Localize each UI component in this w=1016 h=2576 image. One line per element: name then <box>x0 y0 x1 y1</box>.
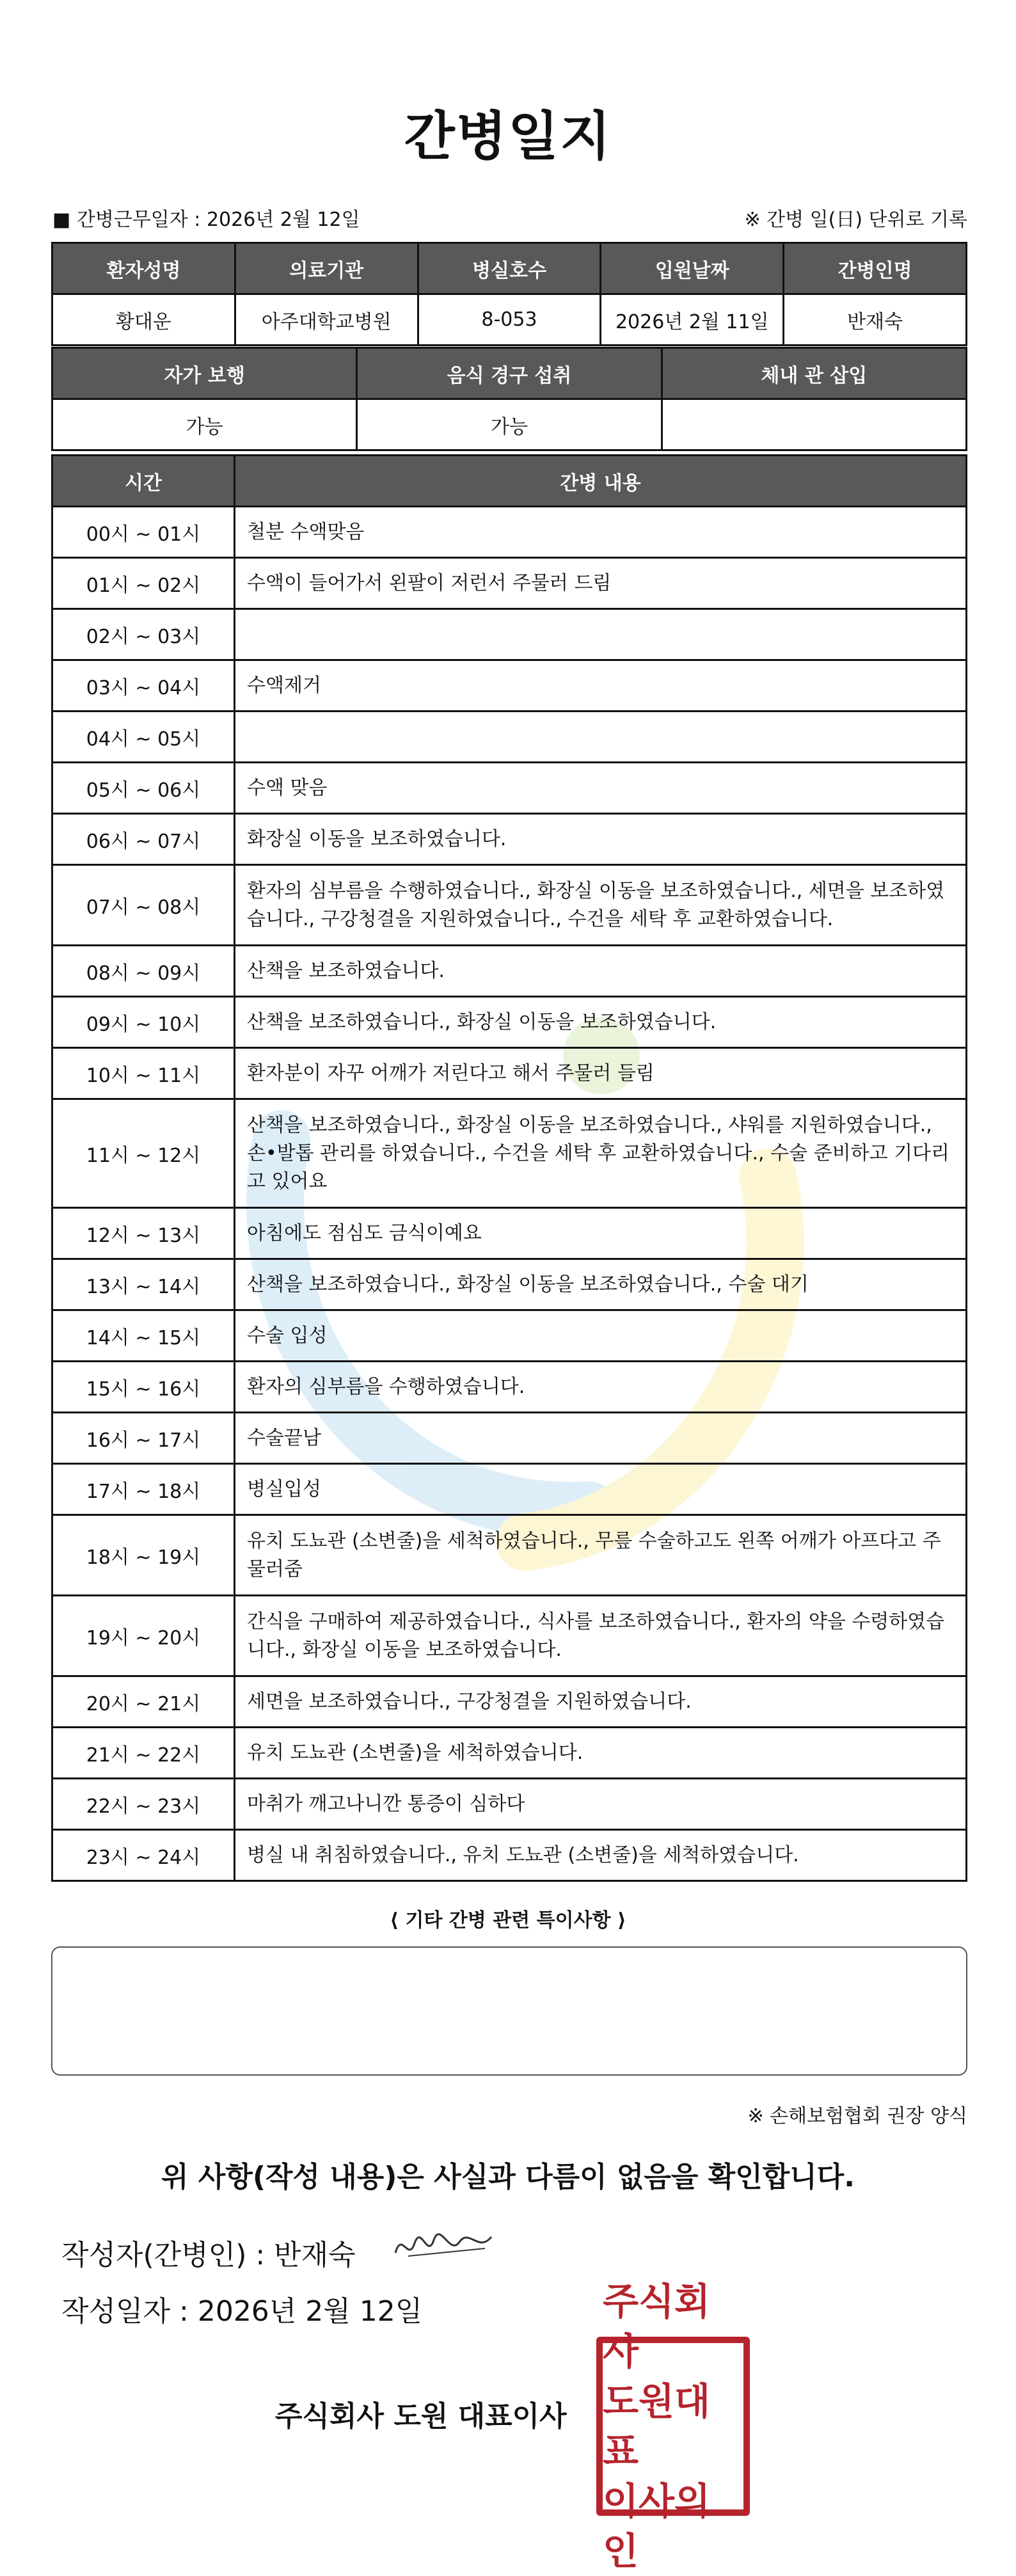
info-header-row <box>52 243 967 294</box>
patient-info-table <box>51 242 967 346</box>
table-row <box>52 1515 967 1596</box>
table-row <box>52 1596 967 1676</box>
table-row <box>52 814 967 865</box>
time-cell: 19시 ~ 20시 <box>52 1596 235 1676</box>
time-cell: 10시 ~ 11시 <box>52 1048 235 1099</box>
time-cell: 07시 ~ 08시 <box>52 865 235 946</box>
time-cell: 13시 ~ 14시 <box>52 1259 235 1310</box>
special-notes-box <box>51 1946 967 2076</box>
time-cell: 22시 ~ 23시 <box>52 1779 235 1830</box>
status-header-row <box>52 348 967 399</box>
table-row <box>52 507 967 558</box>
content-cell: 화장실 이동을 보조하였습니다. <box>235 814 967 865</box>
time-cell: 15시 ~ 16시 <box>52 1362 235 1413</box>
patient-status-table <box>51 347 967 451</box>
patient-name: 황대운 <box>52 294 235 346</box>
work-date <box>52 203 360 232</box>
info-value-row <box>52 294 967 346</box>
header-admission-date: 입원날짜 <box>601 243 784 294</box>
header-hospital: 의료기관 <box>235 243 418 294</box>
write-date-line <box>61 2288 422 2329</box>
content-cell: 아침에도 점심도 금식이예요 <box>235 1208 967 1259</box>
seal-line: 이사의인 <box>603 2479 711 2573</box>
caregiver-name: 반재숙 <box>784 294 967 346</box>
table-row <box>52 609 967 660</box>
content-cell: 산책을 보조하였습니다. <box>235 946 967 997</box>
content-cell <box>235 609 967 660</box>
content-cell: 세면을 보조하였습니다., 구강청결을 지원하였습니다. <box>235 1676 967 1728</box>
content-cell: 마취가 깨고나니깐 통증이 심하다 <box>235 1779 967 1830</box>
content-cell: 산책을 보조하였습니다., 화장실 이동을 보조하였습니다., 샤워를 지원하였습니다., 손•발톱 관리를 하였습니다., 수건을 세탁 후 교환하였습니다., 수술 준비하고 기다리고 있어요 <box>235 1099 967 1208</box>
hospital-name: 아주대학교병원 <box>235 294 418 346</box>
table-row <box>52 712 967 763</box>
header-care-content: 간병 내용 <box>235 456 967 507</box>
company-name: 주식회사 도원 대표이사 <box>275 2400 567 2433</box>
content-cell: 병실 내 취침하였습니다., 유치 도뇨관 (소변줄)을 세척하였습니다. <box>235 1830 967 1881</box>
time-cell: 06시 ~ 07시 <box>52 814 235 865</box>
writer-label: 작성자(간병인) : <box>61 2239 266 2271</box>
oral-intake-value: 가능 <box>357 399 662 450</box>
table-row <box>52 1099 967 1208</box>
header-walking: 자가 보행 <box>52 348 357 399</box>
content-cell: 유치 도뇨관 (소변줄)을 세척하였습니다. <box>235 1728 967 1779</box>
header-oral-intake: 음식 경구 섭취 <box>357 348 662 399</box>
time-cell: 03시 ~ 04시 <box>52 660 235 712</box>
content-cell: 환자의 심부름을 수행하였습니다., 화장실 이동을 보조하였습니다., 세면을 보조하였습니다., 구강청결을 지원하였습니다., 수건을 세탁 후 교환하였습니다. <box>235 865 967 946</box>
time-cell: 08시 ~ 09시 <box>52 946 235 997</box>
writer-name: 반재숙 <box>274 2239 356 2271</box>
company-seal <box>596 2280 750 2573</box>
table-row <box>52 763 967 814</box>
table-row <box>52 946 967 997</box>
writer-line <box>61 2232 356 2273</box>
work-date-label: ■ 간병근무일자 : <box>52 209 201 231</box>
record-note: ※ 간병 일(日) 단위로 기록 <box>744 209 967 231</box>
status-value-row <box>52 399 967 450</box>
table-row <box>52 1728 967 1779</box>
header-room: 병실호수 <box>418 243 601 294</box>
log-header-row <box>52 456 967 507</box>
content-cell: 수술끝남 <box>235 1413 967 1464</box>
table-row <box>52 1830 967 1881</box>
header-caregiver: 간병인명 <box>784 243 967 294</box>
time-cell: 21시 ~ 22시 <box>52 1728 235 1779</box>
time-cell: 14시 ~ 15시 <box>52 1310 235 1362</box>
time-cell: 00시 ~ 01시 <box>52 507 235 558</box>
time-cell: 16시 ~ 17시 <box>52 1413 235 1464</box>
table-row <box>52 1259 967 1310</box>
seal-line: 도원대표 <box>603 2380 711 2473</box>
time-cell: 11시 ~ 12시 <box>52 1099 235 1208</box>
care-log-table <box>51 454 967 1882</box>
content-cell: 간식을 구매하여 제공하였습니다., 식사를 보조하였습니다., 환자의 약을 수령하였습니다., 화장실 이동을 보조하였습니다. <box>235 1596 967 1676</box>
time-cell: 09시 ~ 10시 <box>52 997 235 1048</box>
write-date-value: 2026년 2월 12일 <box>197 2295 423 2328</box>
content-cell: 유치 도뇨관 (소변줄)을 세척하였습니다., 무릎 수술하고도 왼쪽 어깨가 아프다고 주물러줌 <box>235 1515 967 1596</box>
content-cell: 환자분이 자꾸 어깨가 저린다고 해서 주물러 들림 <box>235 1048 967 1099</box>
content-cell: 산책을 보조하였습니다., 화장실 이동을 보조하였습니다., 수술 대기 <box>235 1259 967 1310</box>
content-cell: 수술 입성 <box>235 1310 967 1362</box>
walking-value: 가능 <box>52 399 357 450</box>
write-date-label: 작성일자 : <box>61 2295 189 2328</box>
admission-date: 2026년 2월 11일 <box>601 294 784 346</box>
table-row <box>52 1362 967 1413</box>
seal-line: 주식회사 <box>603 2280 711 2373</box>
table-row <box>52 1676 967 1728</box>
content-cell: 수액이 들어가서 왼팔이 저런서 주물러 드림 <box>235 558 967 609</box>
content-cell <box>235 712 967 763</box>
header-tube: 체내 관 삽입 <box>662 348 966 399</box>
content-cell: 병실입성 <box>235 1464 967 1515</box>
table-row <box>52 558 967 609</box>
confirm-statement: 위 사항(작성 내용)은 사실과 다름이 없음을 확인합니다. <box>161 2161 855 2193</box>
time-cell: 04시 ~ 05시 <box>52 712 235 763</box>
content-cell: 환자의 심부름을 수행하였습니다. <box>235 1362 967 1413</box>
table-row <box>52 1048 967 1099</box>
table-row <box>52 1310 967 1362</box>
table-row <box>52 1464 967 1515</box>
content-cell: 산책을 보조하였습니다., 화장실 이동을 보조하였습니다. <box>235 997 967 1048</box>
time-cell: 17시 ~ 18시 <box>52 1464 235 1515</box>
time-cell: 01시 ~ 02시 <box>52 558 235 609</box>
content-cell: 철분 수액맞음 <box>235 507 967 558</box>
work-date-value: 2026년 2월 12일 <box>206 209 360 231</box>
table-row <box>52 997 967 1048</box>
recommend-note: ※ 손해보험협회 권장 양식 <box>747 2105 967 2127</box>
time-cell: 20시 ~ 21시 <box>52 1676 235 1728</box>
time-cell: 02시 ~ 03시 <box>52 609 235 660</box>
table-row <box>52 660 967 712</box>
page-title: 간병일지 <box>404 106 612 167</box>
content-cell: 수액 맞음 <box>235 763 967 814</box>
table-row <box>52 1779 967 1830</box>
header-time: 시간 <box>52 456 235 507</box>
table-row <box>52 1208 967 1259</box>
time-cell: 18시 ~ 19시 <box>52 1515 235 1596</box>
tube-value <box>662 399 966 450</box>
header-patient-name: 환자성명 <box>52 243 235 294</box>
signature-icon <box>389 2224 498 2269</box>
time-cell: 05시 ~ 06시 <box>52 763 235 814</box>
table-row <box>52 865 967 946</box>
special-notes-title: ⟨ 기타 간병 관련 특이사항 ⟩ <box>390 1909 626 1932</box>
room-number: 8-053 <box>418 294 601 346</box>
time-cell: 23시 ~ 24시 <box>52 1830 235 1881</box>
table-row <box>52 1413 967 1464</box>
content-cell: 수액제거 <box>235 660 967 712</box>
time-cell: 12시 ~ 13시 <box>52 1208 235 1259</box>
